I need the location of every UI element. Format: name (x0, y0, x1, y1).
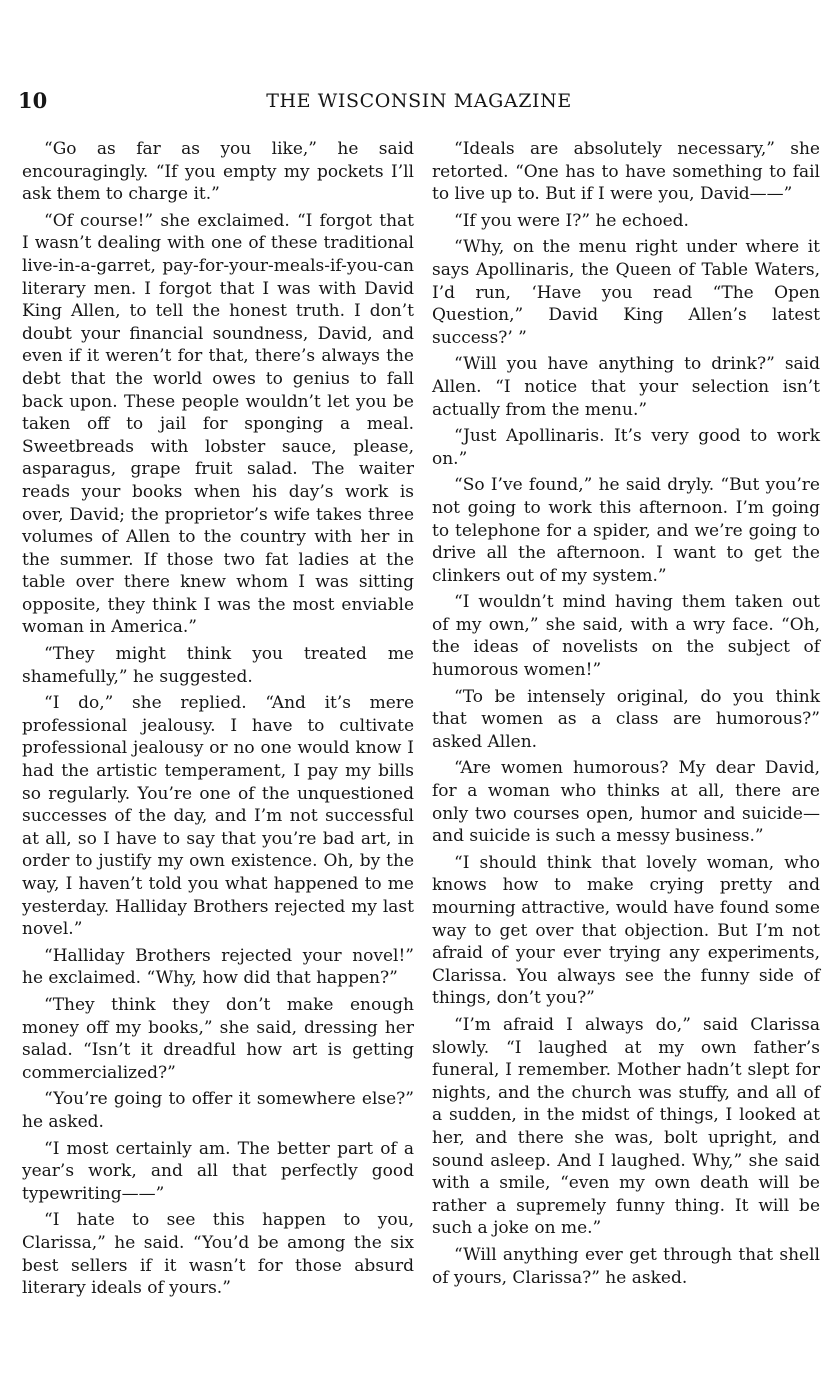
paragraph: “You’re going to offer it somewhere else?” he asked. (22, 1089, 414, 1132)
paragraph: “They think they don’t make enough money off my books,” she said, dressing her salad. “Isn’t it dreadful how art is getting commercialized?” (22, 994, 414, 1083)
paragraph: “To be intensely original, do you think that women as a class are humorous?” asked Allen. (432, 686, 820, 752)
paragraph: “If you were I?” he echoed. (454, 210, 689, 231)
paragraph: “Are women humorous? My dear David, for a woman who thinks at all, there are only two courses open, humor and suicide—and suicide is such a messy business.” (432, 758, 820, 847)
paragraph: “I’m afraid I always do,” said Clarissa slowly. “I laughed at my own father’s funeral, I remember. Mother hadn’t slept for nights, and the church was stuffy, and all of a sudden, in the midst of things, I looked at her, and there she was, bolt upright, and sound asleep. And I laughed. Why,” she said with a smile, “even my own death will be rather a supremely funny thing. It will be such a joke on me.” (432, 1014, 820, 1239)
running-head: THE WISCONSIN MAGAZINE (266, 90, 572, 112)
paragraph: “I wouldn’t mind having them taken out of my own,” she said, with a wry face. “Oh, the ideas of novelists on the subject of humorous women!” (432, 592, 820, 681)
paragraph: “Will anything ever get through that shell of yours, Clarissa?” he asked. (432, 1244, 820, 1288)
paragraph: “So I’ve found,” he said dryly. “But you’re not going to work this afternoon. I’m going to telephone for a spider, and we’re going to drive all the afternoon. I want to get the clinkers out of my system.” (432, 475, 820, 586)
paragraph: “I should think that lovely woman, who knows how to make crying pretty and mourning attractive, would have found some way to get over that objection. But I’m not afraid of your ever trying any experiments, Clarissa. You always see the funny side of things, don’t you?” (432, 852, 820, 1009)
paragraph: “Of course!” she exclaimed. “I forgot that I wasn’t dealing with one of these traditional live-in-a-garret, pay-for-your-meals-if-you-can literary men. I forgot that I was with David King Allen, to tell the honest truth. I don’t doubt your financial soundness, David, and even if it weren’t for that, there’s always the debt that the world owes to genius to fall back upon. These people wouldn’t let you be taken off to jail for sponging a meal. Sweetbreads with lobster sauce, please, asparagus, grape fruit salad. The waiter reads your books when his day’s work is over, David; the proprietor’s wife takes three volumes of Allen to the country with her in the summer. If those two fat ladies at the table over there knew whom I was sitting opposite, they think I was the most enviable woman in America.” (22, 210, 414, 638)
paragraph: “I most certainly am. The better part of a year’s work, and all that perfectly good typewriting——” (22, 1138, 414, 1204)
paragraph: “Will you have anything to drink?” said Allen. “I notice that your selection isn’t actually from the menu.” (432, 354, 820, 420)
right-column (432, 138, 820, 1293)
paragraph: “Just Apollinaris. It’s very good to work on.” (432, 426, 820, 469)
paragraph: “Go as far as you like,” he said encouragingly. “If you empty my pockets I’ll ask them to charge it.” (22, 139, 414, 205)
paragraph: “Halliday Brothers rejected your novel!” he exclaimed. “Why, how did that happen?” (22, 945, 414, 989)
paragraph: “Ideals are absolutely necessary,” she retorted. “One has to have something to fail to live up to. But if I were you, David——” (432, 139, 820, 205)
page-number: 10 (18, 88, 48, 113)
paragraph: “I hate to see this happen to you, Clarissa,” he said. “You’d be among the six best sellers if it wasn’t for those absurd literary ideals of yours.” (22, 1210, 414, 1299)
left-column (22, 138, 414, 1304)
paragraph: “They might think you treated me shamefully,” he suggested. (22, 644, 414, 687)
paragraph: “Why, on the menu right under where it says Apollinaris, the Queen of Table Waters, I’d run, ‘Have you read “The Open Question,” David King Allen’s latest success?’ ” (432, 237, 820, 348)
page-header (18, 86, 820, 116)
paragraph: “I do,” she replied. “And it’s mere professional jealousy. I have to cultivate professional jealousy or no one would know I had the artistic temperament, I pay my bills so regularly. You’re one of the unquestioned successes of the day, and I’m not successful at all, so I have to say that you’re bad art, in order to justify my own existence. Oh, by the way, I haven’t told you what happened to me yesterday. Halliday Brothers rejected my last novel.” (22, 693, 414, 940)
